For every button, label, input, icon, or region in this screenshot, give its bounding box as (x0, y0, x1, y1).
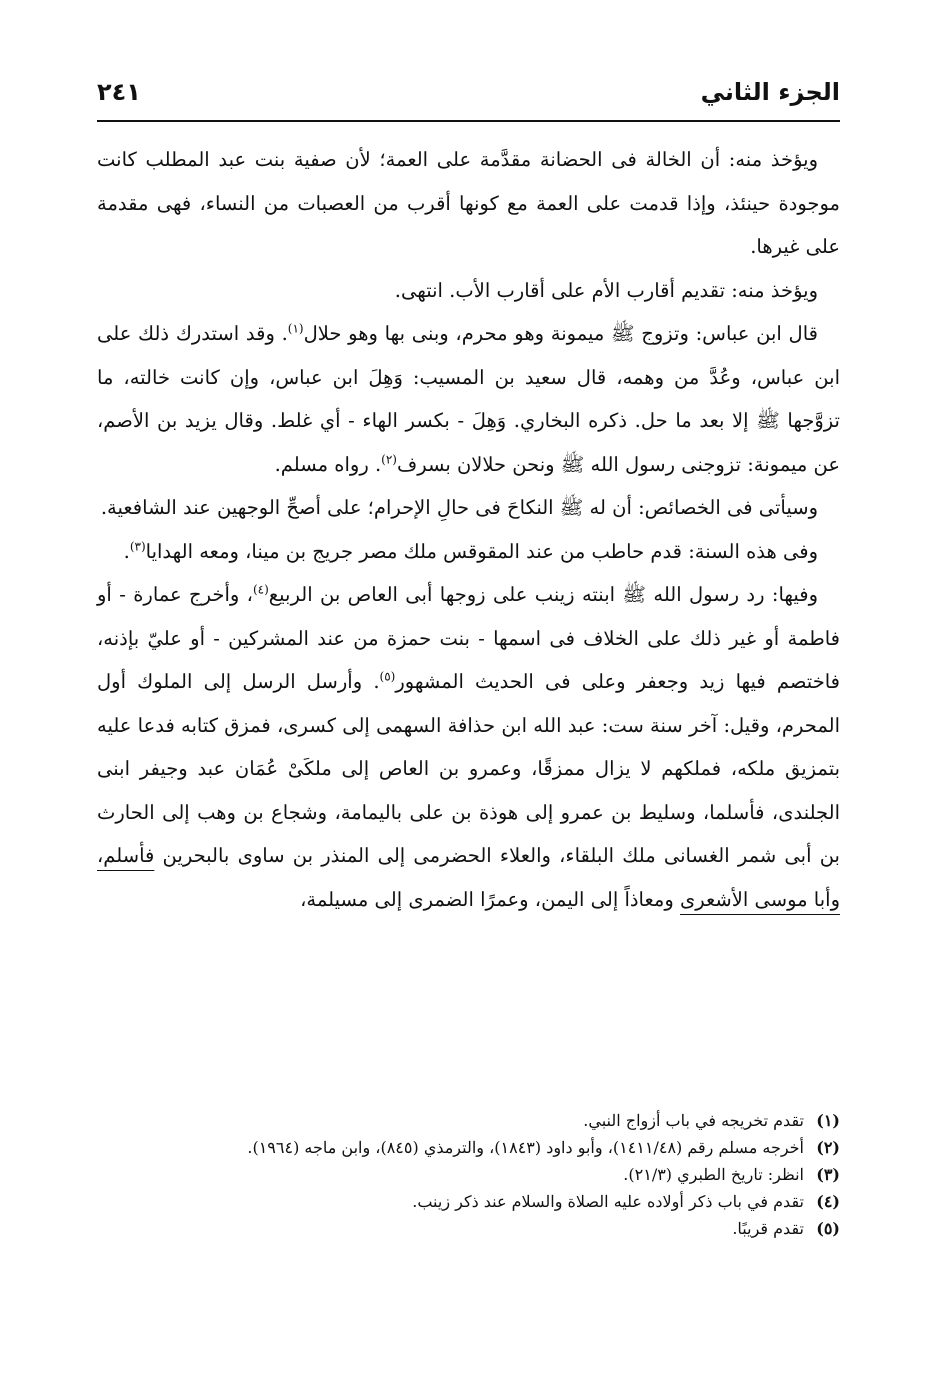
underlined-text: فأسلم، وأبا موسى الأشعرى (97, 844, 840, 911)
running-head: الجزء الثاني (700, 78, 840, 106)
footnote-ref: (١) (287, 321, 304, 336)
paragraph-text: وفيها: رد رسول الله ﷺ ابنته زينب على زوجها أبى العاص بن الربيع (268, 583, 818, 606)
footnote (97, 1107, 840, 1134)
paragraph-text: ويؤخذ منه: أن الخالة فى الحضانة مقدَّمة على العمة؛ لأن صفية بنت عبد المطلب كانت موجودة حينئذ، وإذا قدمت على العمة مع كونها أقرب من العصبات من النساء، فهى مقدمة على غيرها. (97, 148, 840, 258)
footnote-text: انظر: تاريخ الطبري (٢١/٣). (623, 1165, 804, 1184)
paragraph (97, 269, 840, 313)
footnote-text: تقدم في باب ذكر أولاده عليه الصلاة والسلام عند ذكر زينب. (412, 1192, 804, 1211)
footnote (97, 1188, 840, 1215)
footnote-ref: (٣) (129, 539, 146, 553)
footnote-number: (٢) (816, 1138, 840, 1157)
page-header (97, 70, 840, 114)
footnote (97, 1215, 840, 1242)
footnote-text: تقدم تخريجه في باب أزواج النبي. (583, 1111, 804, 1130)
header-rule (97, 120, 840, 122)
paragraph-text: ويؤخذ منه: تقديم أقارب الأم على أقارب الأب. انتهى. (394, 278, 818, 302)
footnote-number: (٥) (816, 1219, 840, 1238)
footnotes (97, 1107, 840, 1242)
footnote (97, 1134, 840, 1161)
paragraph (97, 573, 840, 921)
footnote-number: (٣) (816, 1165, 840, 1184)
paragraph (97, 530, 840, 574)
main-text (97, 138, 840, 921)
footnote (97, 1161, 840, 1188)
footnote-number: (١) (816, 1111, 840, 1130)
paragraph-text: قال ابن عباس: وتزوج ﷺ ميمونة وهو محرم، وبنى بها وهو حلال (303, 322, 818, 345)
paragraph-text: . وقد استدرك ذلك على ابن عباس، وعُدَّ من وهمه، قال سعيد بن المسيب: وَهِلَ ابن عباس، وإن كانت خالته، ما تزوَّجها ﷺ إلا بعد ما حل. ذكره البخاري. وَهِلَ - بكسر الهاء - أي غلط. وقال يزيد بن الأصم، عن ميمونة: تزوجنى رسول الله ﷺ ونحن حلالان بسرف (97, 322, 840, 476)
footnote-ref: (٥) (379, 669, 396, 684)
paragraph (97, 138, 840, 269)
page-number: ٢٤١ (97, 78, 141, 106)
footnote-ref: (٢) (381, 452, 397, 466)
paragraph-text: وفى هذه السنة: قدم حاطب من عند المقوقس ملك مصر جريج بن مينا، ومعه الهدايا (145, 539, 818, 563)
paragraph-text: ومعاذاً إلى اليمن، وعمرًا الضمرى إلى مسيلمة، (300, 887, 680, 911)
paragraph-text: . وأرسل الرسل إلى الملوك أول المحرم، وقيل: آخر سنة ست: عبد الله ابن حذافة السهمى إلى كسرى، فمزق كتابه فدعا عليه بتمزيق ملكه، فملكهم لا يزال ممزقًا، وعمرو بن العاص إلى ملكَىْ عُمَان عبد وجيفر ابنى الجلندى، فأسلما، وسليط بن عمرو إلى هوذة بن على باليمامة، وشجاع بن وهب إلى الحارث بن أبى شمر الغسانى ملك البلقاء، والعلاء الحضرمى إلى المنذر بن ساوى بالبحرين (97, 670, 840, 867)
paragraph (97, 312, 840, 486)
paragraph-text: . رواه مسلم. (274, 452, 382, 476)
footnote-text: تقدم قريبًا. (732, 1219, 804, 1238)
footnote-number: (٤) (816, 1192, 840, 1211)
paragraph-text: ، وأخرج عمارة - أو فاطمة أو غير ذلك على الخلاف فى اسمها - بنت حمزة من عند المشركين - أو عليّ بإذنه، فاختصم فيها زيد وجعفر وعلى فى الحديث المشهور (97, 583, 841, 693)
footnote-ref: (٤) (252, 582, 269, 597)
paragraph-text: وسيأتى فى الخصائص: أن له ﷺ النكاحَ فى حالِ الإحرام؛ على أصحِّ الوجهين عند الشافعية. (100, 496, 818, 519)
paragraph-text: . (123, 539, 130, 563)
paragraph (97, 486, 840, 530)
footnote-text: أخرجه مسلم رقم (١٤١١/٤٨)، وأبو داود (١٨٤٣)، والترمذي (٨٤٥)، وابن ماجه (١٩٦٤). (247, 1138, 804, 1157)
